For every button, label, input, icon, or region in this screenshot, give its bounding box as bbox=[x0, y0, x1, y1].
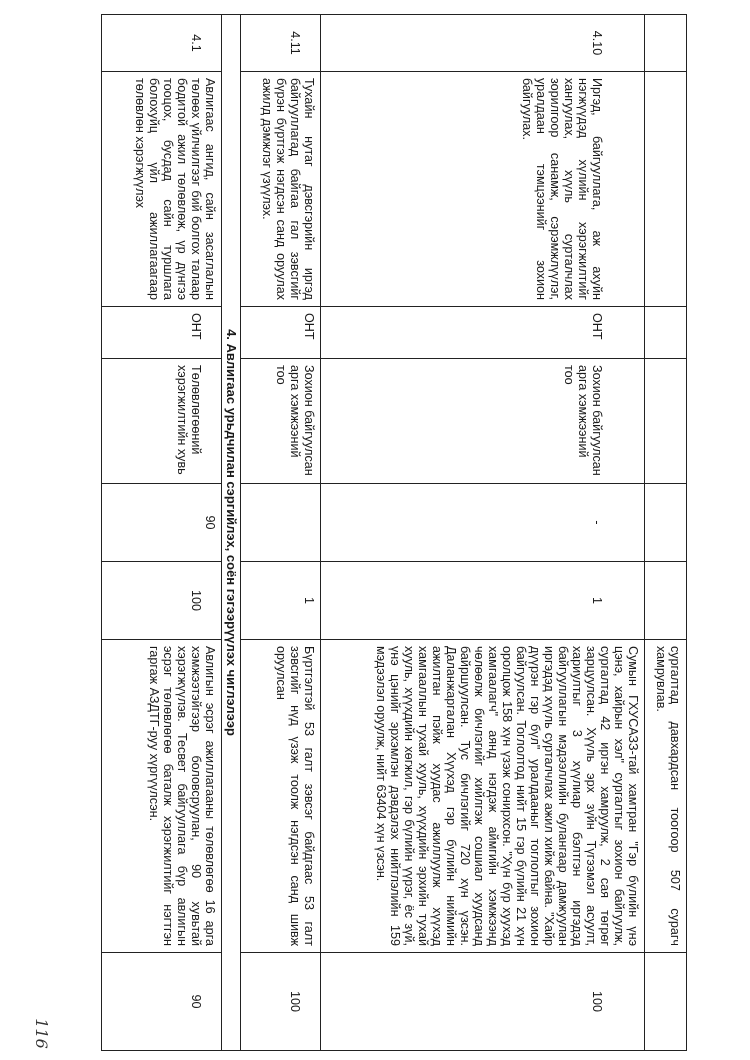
table-row bbox=[102, 15, 222, 1051]
target-cell: 1 bbox=[241, 562, 321, 640]
target-cell: 1 bbox=[321, 562, 645, 640]
baseline-cell: - bbox=[321, 484, 645, 562]
responsible-cell: ОНТ bbox=[102, 307, 222, 359]
rotated-table-sheet bbox=[70, 14, 687, 1050]
row-number: 4.1 bbox=[102, 15, 222, 72]
table-row bbox=[321, 15, 645, 1051]
percent-cell: 100 bbox=[241, 953, 321, 1051]
activity-cell: Иргэд, байгууллага, аж ахуйн нэгжүүдэд хүлийн хэрэгжилтийг хангуулах, хүүль сурталчлах зорилгоор санамж, сэрэмжлүүлэг, уралдаан тэмцээнийг зохион байгуулах. bbox=[321, 72, 645, 307]
handwritten-page-number: 116 bbox=[31, 1018, 51, 1049]
baseline-cell bbox=[241, 484, 321, 562]
target-cell: 100 bbox=[102, 562, 222, 640]
section-header-row bbox=[222, 15, 241, 1051]
progress-cell: Авлигын эсрэг ажиллагааны төлөвлөгөө 16 арга хэмжээтэйгээр боловсруулан, 90 хувьтай хэрэгжүүлэв. Тесвет байгууллага бүр авлигын эсрэг төлөвлөгөө баталж хэрэгжилтийг нэгтгэн гаргаж АЗДТГ-руу хүргүүлсэн. bbox=[102, 640, 222, 953]
activity-cell: Тухайн нутаг дэвсгэрийн иргэд байгууллагад байгаа гал зэвсгийг бүрэн бүртгэж нэгдсэн санд оруулах ажилд дэмжлэг үзүүлэх. bbox=[241, 72, 321, 307]
activity-cell: Авлигаас ангид, сайн засаглалын төлөөх үйлчилгээг бий болгох талаар бодитой ажил төлөвлөж, үр дүнгээ тооцох, бусдад сайн туршлага болохуйц үйл ажиллагаагаар төлөвлөн хэрэгжүүлэх bbox=[102, 72, 222, 307]
section-title: 4. Авлигаас урьдчилан сэргийлэх, соён гэгээрүүлэх чиглэлээр bbox=[222, 15, 241, 1051]
responsible-cell: ОНТ bbox=[241, 307, 321, 359]
responsible-cell: ОНТ bbox=[321, 307, 645, 359]
responsible-cell bbox=[645, 307, 687, 359]
percent-cell: 100 bbox=[321, 953, 645, 1051]
indicator-cell bbox=[645, 359, 687, 484]
percent-cell: 90 bbox=[102, 953, 222, 1051]
baseline-cell bbox=[645, 484, 687, 562]
progress-cell: Бүртгэлтэй 53 галт зэвсэг байдгаас 53 галт зэвсгийг нүд үзэж тоолж нэгдсэн санд шивж оруулсан bbox=[241, 640, 321, 953]
indicator-cell: Зохион байгуулсан арга хэмжээний тоо bbox=[321, 359, 645, 484]
row-number: 4.11 bbox=[241, 15, 321, 72]
table-row bbox=[241, 15, 321, 1051]
row-number: 4.10 bbox=[321, 15, 645, 72]
target-cell bbox=[645, 562, 687, 640]
table-row bbox=[645, 15, 687, 1051]
plan-table bbox=[101, 14, 687, 1051]
indicator-cell: Зохион байгуулсан арга хэмжээний тоо bbox=[241, 359, 321, 484]
percent-cell bbox=[645, 953, 687, 1051]
activity-cell bbox=[645, 72, 687, 307]
progress-cell: Сумын ГХУСАЗЗ-тай хамтран "Гэр бүлийн үнэ цэнэ, хайрын хэл" сургалтыг зохион байгуулж, сургалтад 42 иргэн хамруулж, 2 сая төгрөг зарцуулсан. Хүүль эрх зүйн Түгээмэл асуулт, хариултыг 3 хүүлиар бэлтгэн иргэдэд байгууллагын мэдээллийн булангаар дамжуулан иргэдэд хүүль сурталчлах ажил хийж байна. "Хайр дүүрэн гэр бүл" уралдааныг тоглолтыг зохион байгуулсан. Тоглолтод нийт 15 гэр бүлийн 21 хүн оролцож 158 хүн үзэж сонирхсон. "Хүн бүр хуухэд хамгаалагч" аянд нэгдэж аймгийн хэмжээнд чөлөөлж бичлэгийг хийлгэж сошиал хуудсанд байршуулсан. Тус бичлэгийг 720 хүн үзсэн. Даланжаргалан Хүүхэд гэр бүлийн ниймийн ажилтан пэйж хуудас ажиллуулж хүүхэд хамгааллын тухай хууль, хүүхдийн эрхийн тухай хууль, хүүхдийн хөгжил, гэр бүлийн үүрэг, ёс зүй, үнэ цэнийг эрхэмлэн дэвдэлэх нийтлэлийн 159 мэдээлэл оруулж, нийт 63404 хүн үзсэн. bbox=[321, 640, 645, 953]
indicator-cell: Төлөвлөгөөний хэрэгжилтийн хувь bbox=[102, 359, 222, 484]
baseline-cell: 90 bbox=[102, 484, 222, 562]
row-number bbox=[645, 15, 687, 72]
progress-cell: сургалтад давхардсан тоогоор 507 сурагч хамрувлав. bbox=[645, 640, 687, 953]
